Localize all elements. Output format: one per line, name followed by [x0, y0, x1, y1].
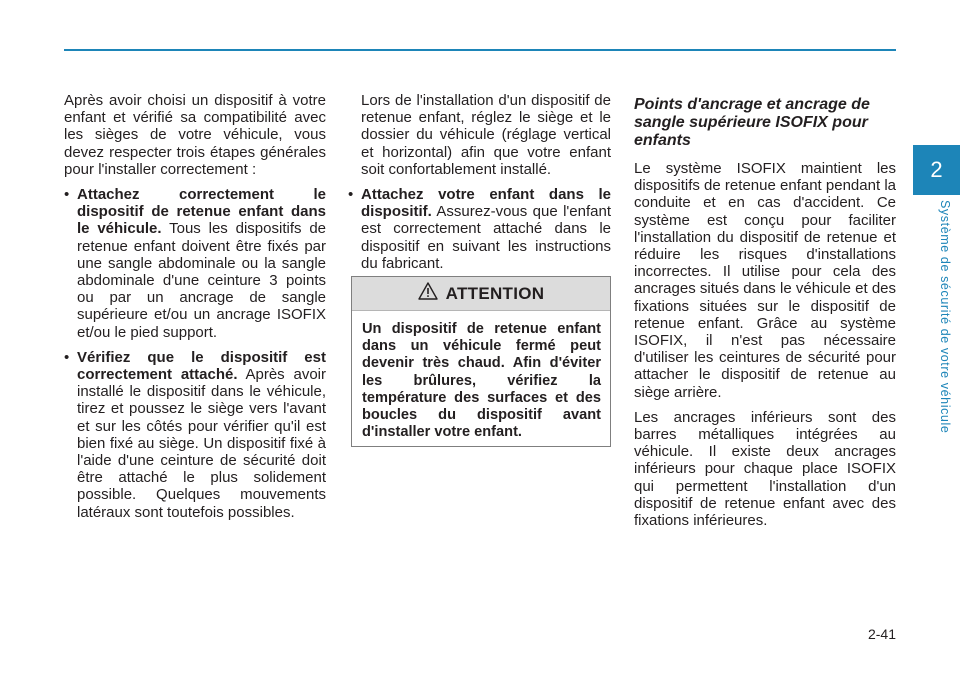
header-rule: [64, 49, 896, 51]
column-left: [64, 92, 326, 529]
column-middle: [348, 92, 611, 280]
attention-header: [352, 277, 610, 311]
attention-text: Un dispositif de retenue enfant dans un véhicule fermé peut devenir très chaud. Afin d'éviter les brûlures, vérifiez la température des surfaces et des boucles du dispositif avant d'installer votre enfant.: [362, 321, 601, 441]
intro-paragraph: Après avoir choisi un dispositif à votre enfant et vérifié sa compatibilité avec les sièges de votre véhicule, vous devez respecter trois étapes générales pour l'installer correctement :: [64, 92, 326, 178]
chapter-tab: 2: [913, 145, 960, 195]
bullet-text: Assurez-vous que l'enfant est correctement attaché dans le dispositif en suivant les instructions du fabricant.: [361, 203, 611, 272]
body-paragraph: Les ancrages inférieurs sont des barres métalliques intégrées au véhicule. Il existe deux ancrages inférieurs pour chaque place ISOFIX qui permettent l'installation d'un dispositif de retenue enfant avec des fixations inférieures.: [634, 408, 896, 530]
body-paragraph: Le système ISOFIX maintient les dispositifs de retenue enfant pendant la conduite et en cas d'accident. Ce système est conçu pour faciliter l'installation du dispositif de retenue et réduire les risques d'installations incorrectes. Il utilise pour cela des ancrages situés dans le véhicule et des fixations situées sur le dispositif de retenue enfant. Grâce au système ISOFIX, il n'est pas nécessaire d'utiliser les ceintures de sécurité pour attacher le dispositif de retenue au siège arrière.: [634, 160, 896, 401]
page-number: 2-41: [867, 626, 896, 642]
bullet-lead: Vérifiez que le dispositif est correctement attaché.: [77, 348, 326, 384]
bullet-marker: •: [64, 348, 70, 366]
attention-title: ATTENTION: [445, 283, 545, 303]
column-right: [634, 96, 896, 537]
warning-triangle-icon: [418, 282, 438, 305]
list-item: [64, 349, 326, 521]
bullet-lead: Attachez votre enfant dans le dispositif.: [361, 186, 611, 221]
list-item: [348, 186, 611, 272]
bullet-lead: Attachez correctement le dispositif de retenue enfant dans le véhicule.: [77, 186, 326, 238]
chapter-title: Système de sécurité de votre véhicule: [938, 200, 952, 434]
list-item-continued: [348, 92, 611, 178]
list-item: [64, 186, 326, 341]
bullet-text: Tous les dispositifs de retenue enfant doivent être fixés par une sangle abdominale ou la sangle abdominale d'une ceinture 3 points ou par un ancrage de sangle supérieure et/ou un ancrage ISOFIX et/ou le pied support.: [77, 220, 326, 341]
bullet-text: Après avoir installé le dispositif dans le véhicule, tirez et poussez le siège vers l'avant et sur les côtés pour vérifier qu'il est bien fixé au siège. Un dispositif fixé à l'aide d'une ceinture de sécurité doit être attaché le plus solidement possible. Quelques mouvements latéraux sont toutefois possibles.: [77, 366, 326, 521]
bullet-marker: •: [64, 186, 70, 204]
section-heading: Points d'ancrage et ancrage de sangle supérieure ISOFIX pour enfants: [634, 96, 870, 149]
attention-box: [351, 276, 611, 447]
bullet-marker: •: [348, 186, 354, 204]
bullet-text: Lors de l'installation d'un dispositif de retenue enfant, réglez le siège et le dossier du véhicule (réglage vertical et horizontal) afin que votre enfant soit confortablement installé.: [361, 92, 611, 178]
